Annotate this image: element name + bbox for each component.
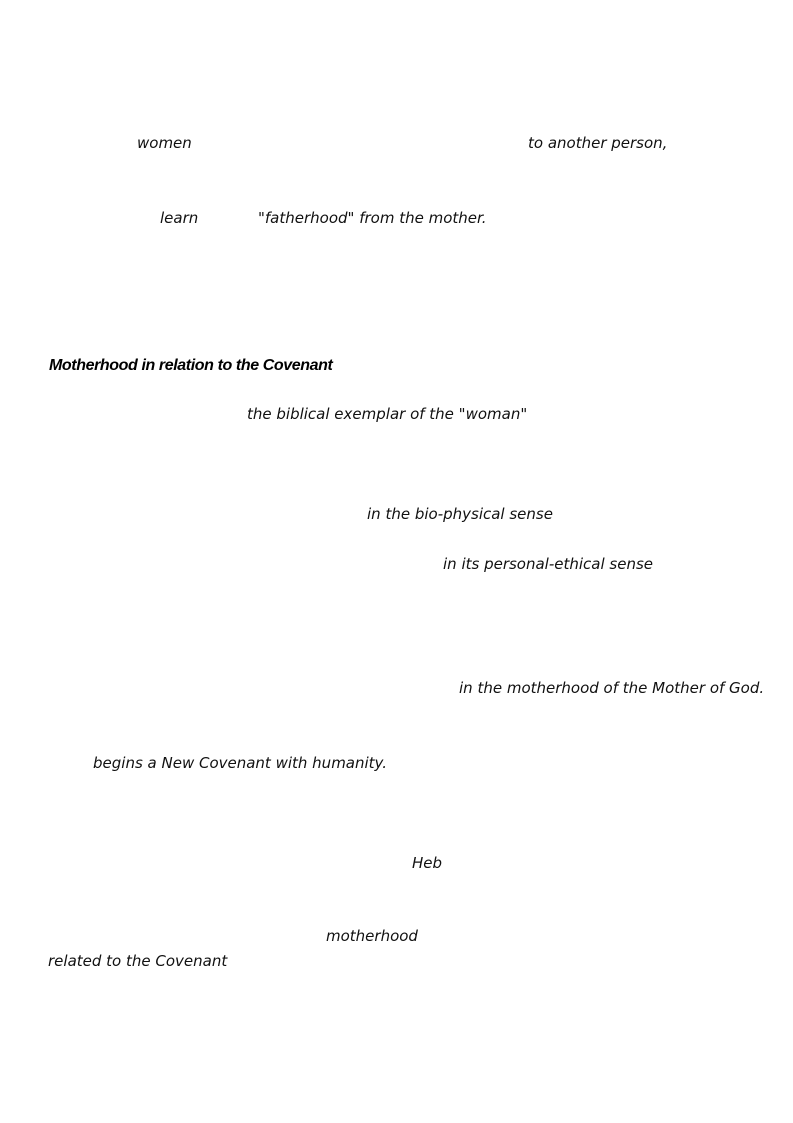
text-biblical-exemplar: the biblical exemplar of the "woman": [247, 405, 528, 423]
section-heading: Motherhood in relation to the Covenant: [49, 357, 333, 374]
text-heb: Heb: [412, 854, 443, 872]
text-to-another-person: to another person,: [528, 134, 668, 152]
text-mother-of-god: in the motherhood of the Mother of God.: [459, 679, 765, 697]
text-women: women: [137, 134, 192, 152]
text-learn: learn: [160, 209, 199, 227]
text-personal-ethical-sense: in its personal-ethical sense: [443, 555, 654, 573]
text-motherhood: motherhood: [326, 927, 418, 945]
text-bio-physical-sense: in the bio-physical sense: [367, 505, 553, 523]
text-new-covenant: begins a New Covenant with humanity.: [93, 754, 388, 772]
text-related-to-covenant: related to the Covenant: [48, 952, 228, 970]
text-fatherhood-from-mother: "fatherhood" from the mother.: [258, 209, 487, 227]
